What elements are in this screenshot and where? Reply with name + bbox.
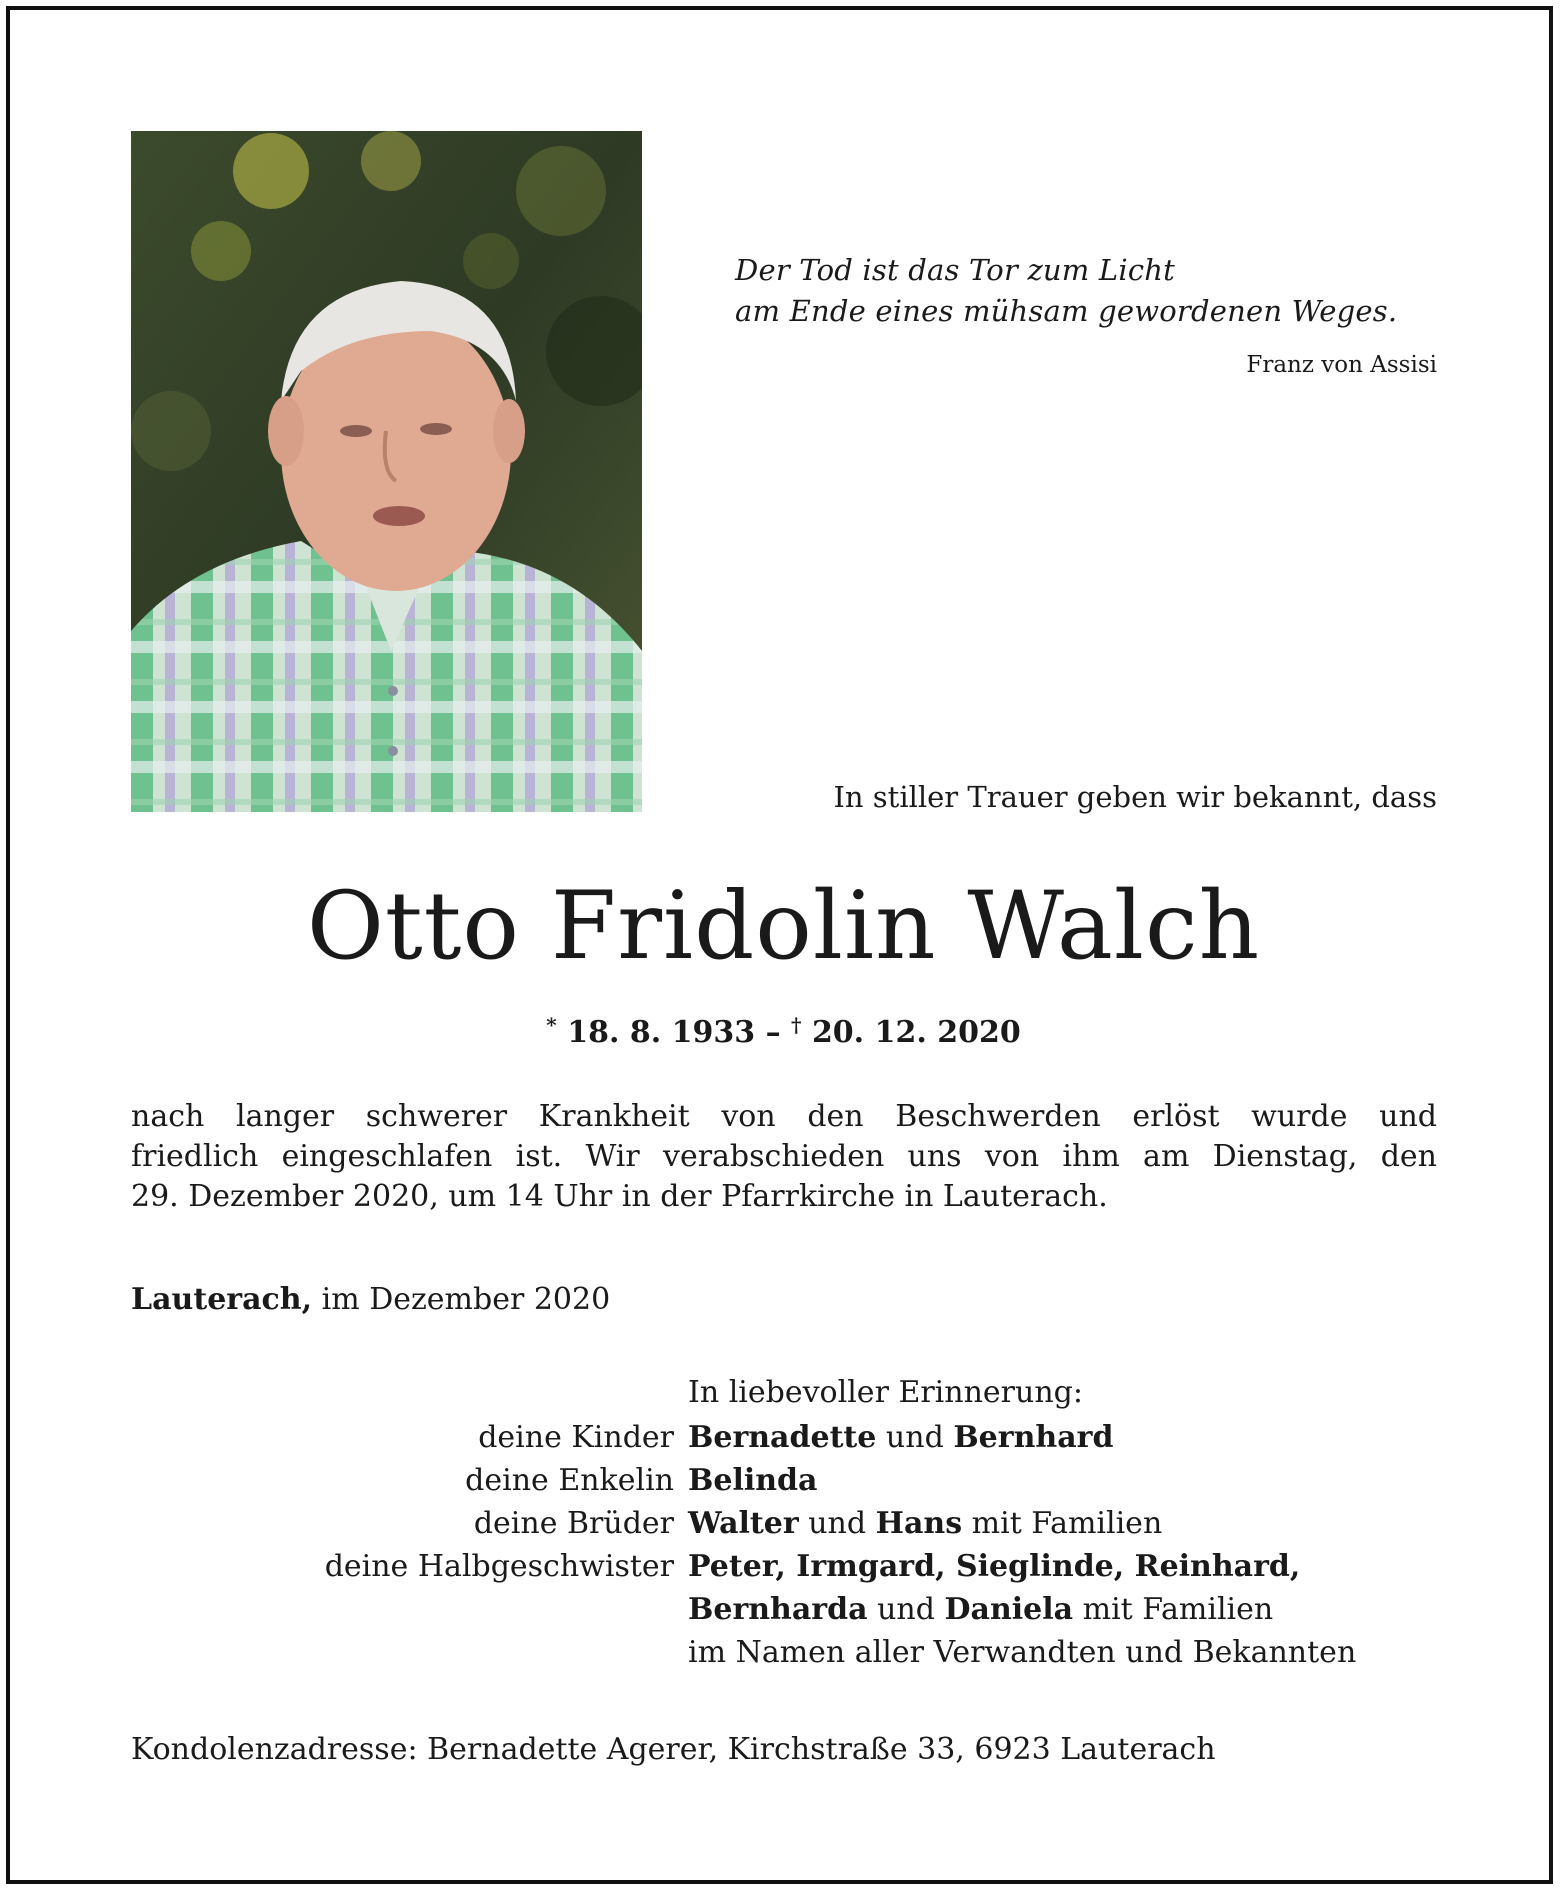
body-line-2: friedlich eingeschlafen ist. Wir verabschieden uns von ihm am Dienstag, den [131,1139,1437,1174]
date-separator: – [765,1015,781,1050]
mourner-row-closing [131,1631,1437,1674]
relation-halfsiblings: deine Halbgeschwister [324,1549,674,1584]
mourner-row-halfsiblings [131,1545,1437,1588]
quote-line-2: am Ende eines mühsam gewordenen Weges. [735,294,1398,328]
mourner-name: Hans [875,1506,963,1541]
deceased-name: Otto Fridolin Walch [306,872,1261,981]
announcement-body [131,1097,1437,1217]
condolence-address: Kondolenzadresse: Bernadette Agerer, Kirchstraße 33, 6923 Lauterach [131,1732,1216,1767]
birth-symbol: * [546,1013,557,1037]
quote-line-1: Der Tod ist das Tor zum Licht [735,253,1176,287]
mourner-name: Peter, Irmgard, Sieglinde, Reinhard, [688,1549,1301,1584]
mourner-name: Belinda [688,1463,818,1498]
conjunction: und [885,1420,944,1455]
mourner-row-brothers [131,1502,1437,1545]
place-city: Lauterach, [131,1282,313,1317]
family-suffix: mit Familien [1082,1592,1274,1627]
relation-children: deine Kinder [478,1420,674,1455]
names-brothers [688,1502,1162,1545]
mourner-name: Bernharda [688,1592,868,1627]
mourner-name: Daniela [944,1592,1074,1627]
conjunction: und [808,1506,867,1541]
names-children [688,1416,1113,1459]
quote-author: Franz von Assisi [1246,352,1437,378]
mourners-heading: In liebevoller Erinnerung: [688,1375,1083,1410]
family-suffix: mit Familien [971,1506,1163,1541]
mourner-row-children [131,1416,1437,1459]
names-halfsiblings-1 [688,1545,1300,1588]
place-date [131,1280,610,1320]
mourner-name: Walter [688,1506,799,1541]
death-symbol: † [791,1013,802,1037]
place-month: im Dezember 2020 [321,1282,611,1317]
relation-grandchildren: deine Enkelin [465,1463,674,1498]
names-halfsiblings-2 [688,1588,1273,1631]
names-grandchildren [688,1459,817,1502]
conjunction: und [877,1592,935,1627]
portrait-photo [131,131,642,812]
death-date: 20. 12. 2020 [811,1015,1021,1050]
body-line-1: nach langer schwerer Krankheit von den Beschwerden erlöst wurde und [131,1099,1437,1134]
mourner-name: Bernadette [688,1420,877,1455]
relation-brothers: deine Brüder [473,1506,674,1541]
mourner-row-grandchildren [131,1459,1437,1502]
life-dates [0,1005,1567,1053]
mourner-row-halfsiblings-2 [131,1588,1437,1631]
quote [735,250,1437,332]
mourner-name: Bernhard [953,1420,1114,1455]
birth-date: 18. 8. 1933 [567,1015,756,1050]
intro-text: In stiller Trauer geben wir bekannt, dass [833,780,1437,814]
mourners-closing: im Namen aller Verwandten und Bekannten [688,1635,1357,1670]
body-line-3: 29. Dezember 2020, um 14 Uhr in der Pfarrkirche in Lauterach. [131,1179,1108,1214]
